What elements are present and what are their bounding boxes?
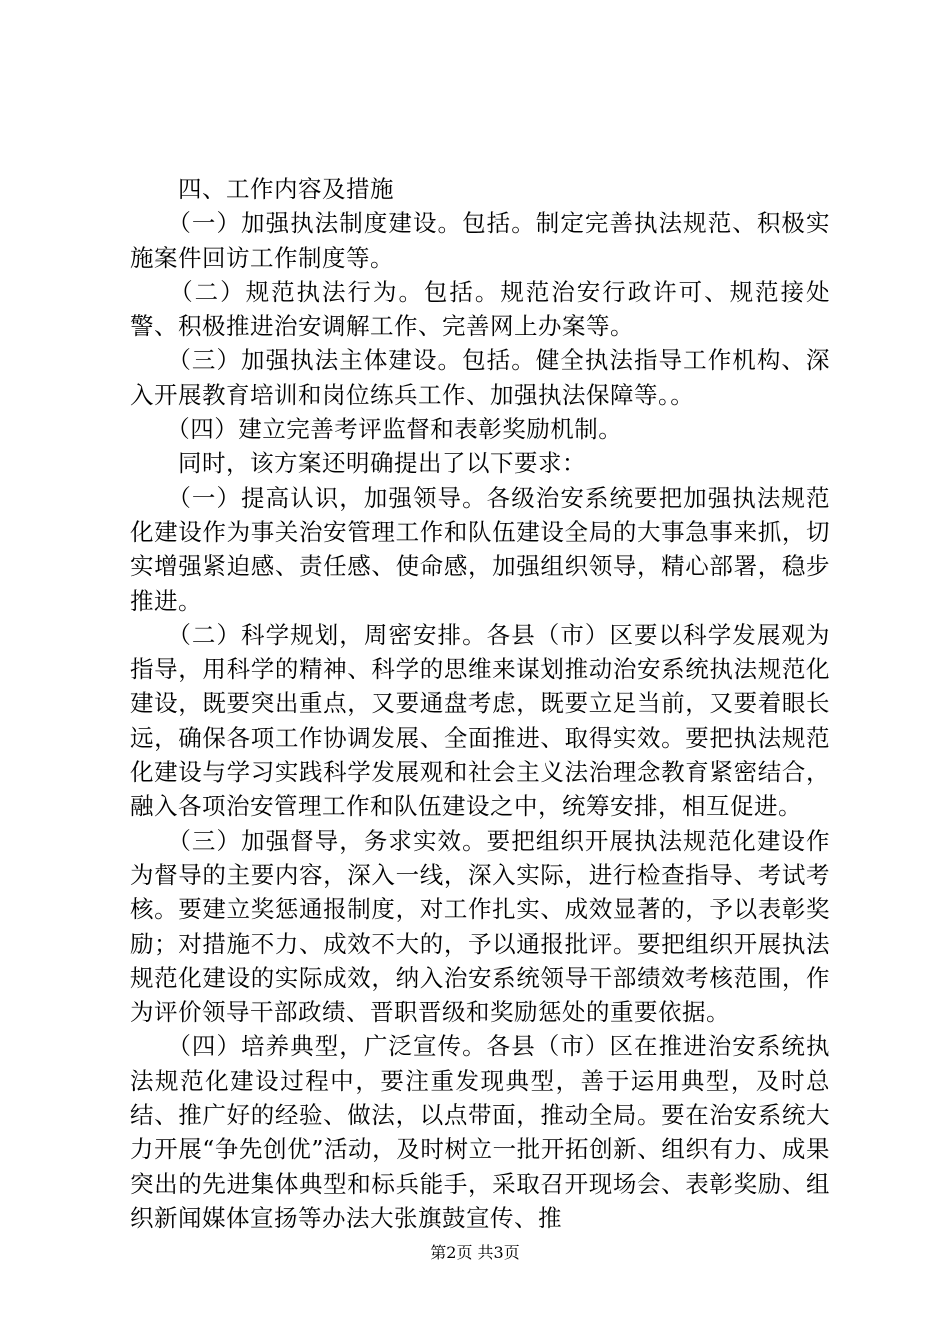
paragraph-requirement-1: （一）提高认识，加强领导。各级治安系统要把加强执法规范化建设作为事关治安管理工作和队伍建设全局的大事急事来抓，切实增强紧迫感、责任感、使命感，加强组织领导，精心部署，稳步推进。: [130, 483, 830, 615]
paragraph-requirement-2: （二）科学规划，周密安排。各县（市）区要以科学发展观为指导，用科学的精神、科学的思维来谋划推动治安系统执法规范化建设，既要突出重点，又要通盘考虑，既要立足当前，又要着眼长远，确保各项工作协调发展、全面推进、取得实效。要把执法规范化建设与学习实践科学发展观和社会主义法治理念教育紧密结合，融入各项治安管理工作和队伍建设之中，统筹安排，相互促进。: [130, 620, 830, 821]
paragraph-requirements-intro: 同时，该方案还明确提出了以下要求：: [130, 449, 586, 478]
paragraph-measure-1: （一）加强执法制度建设。包括。制定完善执法规范、积极实施案件回访工作制度等。: [130, 209, 830, 272]
page-number-footer: 第2页 共3页: [430, 1243, 520, 1262]
paragraph-requirement-4: （四）培养典型，广泛宣传。各县（市）区在推进治安系统执法规范化建设过程中，要注重发现典型，善于运用典型，及时总结、推广好的经验、做法，以点带面，推动全局。要在治安系统大力开展“争先创优”活动，及时树立一批开拓创新、组织有力、成果突出的先进集体典型和标兵能手，采取召开现场会、表彰奖励、组织新闻媒体宣扬等办法大张旗鼓宣传、推: [130, 1032, 830, 1232]
document-body: [130, 172, 830, 1235]
paragraph-measure-3: （三）加强执法主体建设。包括。健全执法指导工作机构、深入开展教育培训和岗位练兵工作、加强执法保障等。。: [130, 346, 830, 409]
section-heading-work-content: 四、工作内容及措施: [130, 175, 394, 203]
paragraph-measure-2: （二）规范执法行为。包括。规范治安行政许可、规范接处警、积极推进治安调解工作、完善网上办案等。: [130, 277, 830, 341]
paragraph-measure-4: （四）建立完善考评监督和表彰奖励机制。: [130, 415, 623, 444]
paragraph-requirement-3: （三）加强督导，务求实效。要把组织开展执法规范化建设作为督导的主要内容，深入一线，深入实际，进行检查指导、考试考核。要建立奖惩通报制度，对工作扎实、成效显著的，予以表彰奖励；对措施不力、成效不大的，予以通报批评。要把组织开展执法规范化建设的实际成效，纳入治安系统领导干部绩效考核范围，作为评价领导干部政绩、晋职晋级和奖励惩处的重要依据。: [130, 826, 830, 1027]
